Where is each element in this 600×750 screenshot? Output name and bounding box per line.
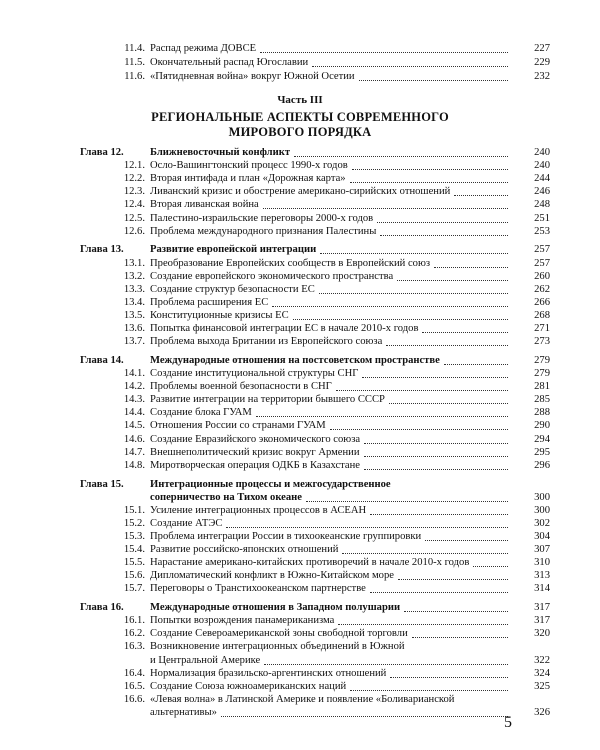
- chapter-title: Международные отношения на постсоветском пространстве: [150, 354, 440, 366]
- leader-dots: [350, 172, 508, 183]
- entry-number: 14.6.: [123, 433, 145, 445]
- entry-title: Создание АТЭС: [150, 517, 223, 529]
- toc-chapter-entry: [0, 146, 600, 160]
- toc-entry: [0, 42, 600, 56]
- entry-title: Развитие российско-японских отношений: [150, 544, 339, 556]
- entry-title-continued: альтернативы»: [150, 707, 217, 718]
- chapter-number: Глава 15.: [80, 478, 124, 490]
- entry-title: Создание блока ГУАМ: [150, 407, 252, 419]
- entry-page: 322: [534, 654, 550, 666]
- entry-page: 326: [534, 707, 550, 718]
- entry-number: 13.1.: [123, 257, 145, 269]
- leader-dots: [294, 146, 508, 157]
- entry-page: 300: [534, 504, 550, 516]
- toc-entry: [0, 504, 600, 518]
- entry-page: 294: [534, 433, 550, 445]
- entry-number: 15.4.: [123, 544, 145, 556]
- page-number: 5: [504, 714, 512, 731]
- leader-dots: [352, 159, 508, 170]
- toc-entry: [0, 459, 600, 473]
- leader-dots: [221, 706, 508, 717]
- entry-page: 324: [534, 667, 550, 679]
- entry-title: Проблема расширения ЕС: [150, 296, 269, 308]
- entry-page: 281: [534, 381, 550, 393]
- entry-page: 271: [534, 323, 550, 335]
- toc-entry: [0, 530, 600, 544]
- entry-title: Палестино-израильские переговоры 2000-х годов: [150, 212, 374, 224]
- entry-number: 15.6.: [123, 570, 145, 582]
- toc-chapter-entry: [0, 243, 600, 257]
- toc-entry: [0, 159, 600, 173]
- leader-dots: [364, 459, 508, 470]
- leader-dots: [330, 419, 508, 430]
- part-title-line-1: РЕГИОНАЛЬНЫЕ АСПЕКТЫ СОВРЕМЕННОГО: [151, 110, 449, 124]
- entry-page: 314: [534, 583, 550, 595]
- leader-dots: [342, 543, 508, 554]
- entry-title: Внешнеполитический кризис вокруг Армении: [150, 446, 360, 458]
- entry-page: 246: [534, 186, 550, 198]
- toc-entry: [0, 198, 600, 212]
- chapter-title: Международные отношения в Западном полушарии: [150, 602, 401, 614]
- entry-title: Миротворческая операция ОДКБ в Казахстане: [150, 459, 361, 471]
- part-title-line-2: МИРОВОГО ПОРЯДКА: [228, 125, 372, 139]
- leader-dots: [338, 614, 508, 625]
- entry-page: 307: [534, 544, 550, 556]
- leader-dots: [359, 70, 508, 81]
- entry-page: 248: [534, 199, 550, 211]
- entry-number: 15.2.: [123, 517, 145, 529]
- toc-entry: [0, 225, 600, 239]
- toc-entry: [0, 446, 600, 460]
- toc-entry: [0, 556, 600, 570]
- leader-dots: [264, 654, 508, 665]
- entry-page: 304: [534, 530, 550, 542]
- entry-title: Распад режима ДОВСЕ: [150, 43, 257, 54]
- leader-dots: [386, 335, 508, 346]
- entry-title: Осло-Вашингтонский процесс 1990-х годов: [150, 160, 348, 172]
- toc-chapter-entry-continued: [0, 491, 600, 505]
- toc-entry: [0, 640, 600, 654]
- entry-number: 16.2.: [123, 628, 145, 640]
- entry-number: 13.6.: [123, 323, 145, 335]
- entry-page: 257: [534, 244, 550, 256]
- toc-entry: [0, 367, 600, 381]
- entry-page: 244: [534, 173, 550, 185]
- toc-chapter-entry: [0, 354, 600, 368]
- entry-page: 300: [534, 491, 550, 503]
- toc-entry: [0, 627, 600, 641]
- entry-number: 14.7.: [123, 446, 145, 458]
- toc-entry: [0, 283, 600, 297]
- toc-entry: [0, 582, 600, 596]
- leader-dots: [293, 309, 508, 320]
- leader-dots: [444, 354, 508, 365]
- leader-dots: [260, 42, 508, 53]
- entry-number: 11.6.: [124, 71, 145, 82]
- toc-entry: [0, 517, 600, 531]
- entry-title: Попытка финансовой интеграции ЕС в начале 2010-х годов: [150, 323, 419, 335]
- entry-title: Проблемы военной безопасности в СНГ: [150, 381, 332, 393]
- toc-entry: [0, 614, 600, 628]
- entry-page: 232: [534, 71, 550, 82]
- leader-dots: [320, 243, 508, 254]
- leader-dots: [263, 198, 508, 209]
- toc-entry: [0, 270, 600, 284]
- leader-dots: [412, 627, 508, 638]
- entry-page: 296: [534, 459, 550, 471]
- entry-number: 15.3.: [123, 530, 145, 542]
- entry-title: Ливанский кризис и обострение американо-сирийских отношений: [150, 186, 451, 198]
- entry-page: 260: [534, 270, 550, 282]
- entry-page: 229: [534, 57, 550, 68]
- entry-number: 16.5.: [123, 680, 145, 692]
- entry-number: 13.2.: [123, 270, 145, 282]
- leader-dots: [422, 322, 508, 333]
- entry-page: 262: [534, 283, 550, 295]
- entry-page: 313: [534, 570, 550, 582]
- entry-title: Вторая интифада и план «Дорожная карта»: [150, 173, 346, 185]
- entry-number: 13.3.: [123, 283, 145, 295]
- toc-entry: [0, 70, 600, 84]
- leader-dots: [336, 380, 508, 391]
- entry-title: Создание Североамериканской зоны свободной торговли: [150, 628, 408, 640]
- entry-title: Создание структур безопасности ЕС: [150, 283, 315, 295]
- entry-title: «Пятидневная война» вокруг Южной Осетии: [150, 71, 355, 82]
- entry-number: 12.3.: [123, 186, 145, 198]
- chapter-title: Ближневосточный конфликт: [150, 147, 291, 158]
- entry-page: 266: [534, 296, 550, 308]
- chapter-number: Глава 16.: [80, 602, 124, 614]
- entry-number: 16.4.: [123, 667, 145, 679]
- leader-dots: [364, 446, 508, 457]
- entry-title: Создание европейского экономического пространства: [150, 270, 394, 282]
- entry-page: 317: [534, 602, 550, 614]
- entry-page: 240: [534, 147, 550, 158]
- toc-entry: [0, 322, 600, 336]
- toc-entry: [0, 419, 600, 433]
- toc-entry: [0, 380, 600, 394]
- entry-number: 15.7.: [123, 583, 145, 595]
- entry-number: 13.4.: [123, 296, 145, 308]
- part-label: Часть III: [277, 94, 323, 106]
- entry-title: Окончательный распад Югославии: [150, 57, 309, 68]
- toc-entry: [0, 212, 600, 226]
- entry-number: 13.7.: [123, 336, 145, 348]
- entry-page: 310: [534, 557, 550, 569]
- leader-dots: [473, 556, 508, 567]
- toc-entry: [0, 433, 600, 447]
- entry-page: 285: [534, 394, 550, 406]
- leader-dots: [272, 296, 508, 307]
- entry-page: 257: [534, 257, 550, 269]
- toc-entry: [0, 185, 600, 199]
- entry-number: 11.4.: [124, 43, 145, 54]
- entry-page: 268: [534, 309, 550, 321]
- leader-dots: [390, 667, 508, 678]
- toc-chapter-entry: [0, 601, 600, 615]
- leader-dots: [226, 517, 508, 528]
- leader-dots: [370, 582, 508, 593]
- entry-title: Вторая ливанская война: [150, 199, 259, 211]
- toc-entry: [0, 56, 600, 70]
- toc-entry: [0, 172, 600, 186]
- entry-number: 12.5.: [123, 212, 145, 224]
- entry-page: 273: [534, 336, 550, 348]
- leader-dots: [306, 491, 508, 502]
- entry-number: 15.1.: [123, 504, 145, 516]
- leader-dots: [377, 212, 508, 223]
- toc-entry-continued: [0, 654, 600, 668]
- entry-title: Создание институциональной структуры СНГ: [150, 368, 359, 379]
- toc-chapter-entry: [0, 478, 600, 492]
- entry-page: 325: [534, 680, 550, 692]
- leader-dots: [425, 530, 508, 541]
- toc-entry: [0, 543, 600, 557]
- entry-number: 12.2.: [123, 173, 145, 185]
- toc-entry: [0, 393, 600, 407]
- entry-title: «Левая волна» в Латинской Америке и появление «Боливарианской: [150, 693, 455, 705]
- entry-title: Проблема выхода Британии из Европейского союза: [150, 336, 383, 348]
- entry-number: 12.4.: [123, 199, 145, 211]
- entry-number: 16.6.: [123, 693, 145, 705]
- entry-title: Усиление интеграционных процессов в АСЕАН: [150, 504, 367, 516]
- entry-page: 251: [534, 212, 550, 224]
- entry-number: 12.1.: [123, 160, 145, 172]
- leader-dots: [370, 504, 508, 515]
- entry-title: Возникновение интеграционных объединений в Южной: [150, 641, 405, 653]
- entry-title: Развитие интеграции на территории бывшего СССР: [150, 394, 385, 406]
- entry-title: Создание Союза южноамериканских наций: [150, 680, 347, 692]
- leader-dots: [454, 185, 508, 196]
- chapter-number: Глава 13.: [80, 244, 124, 256]
- leader-dots: [398, 569, 508, 580]
- toc-entry: [0, 296, 600, 310]
- entry-number: 14.1.: [123, 368, 145, 379]
- leader-dots: [380, 225, 508, 236]
- entry-number: 14.8.: [123, 459, 145, 471]
- leader-dots: [319, 283, 508, 294]
- leader-dots: [364, 433, 508, 444]
- entry-number: 14.3.: [123, 394, 145, 406]
- leader-dots: [389, 393, 508, 404]
- entry-title: Создание Евразийского экономического союза: [150, 433, 361, 445]
- entry-page: 288: [534, 407, 550, 419]
- toc-entry: [0, 335, 600, 349]
- toc-entry: [0, 257, 600, 271]
- entry-number: 15.5.: [123, 557, 145, 569]
- chapter-title: Интеграционные процессы и межгосударственное: [150, 478, 391, 490]
- leader-dots: [397, 270, 508, 281]
- entry-number: 14.5.: [123, 420, 145, 432]
- toc-entry: [0, 309, 600, 323]
- chapter-number: Глава 14.: [80, 354, 124, 366]
- entry-title: Проблема интеграции России в тихоокеанские группировки: [150, 530, 422, 542]
- entry-title: Отношения России со странами ГУАМ: [150, 420, 326, 432]
- entry-title: Преобразование Европейских сообществ в Европейский союз: [150, 257, 431, 269]
- leader-dots: [434, 257, 508, 268]
- leader-dots: [350, 680, 508, 691]
- entry-number: 16.1.: [123, 615, 145, 627]
- toc-entry: [0, 569, 600, 583]
- entry-page: 290: [534, 420, 550, 432]
- entry-page: 279: [534, 368, 550, 379]
- entry-page: 295: [534, 446, 550, 458]
- chapter-number: Глава 12.: [80, 147, 124, 158]
- leader-dots: [404, 601, 508, 612]
- leader-dots: [256, 406, 508, 417]
- entry-title: Нормализация бразильско-аргентинских отношений: [150, 667, 387, 679]
- entry-page: 302: [534, 517, 550, 529]
- toc-entry: [0, 693, 600, 707]
- entry-title: Попытки возрождения панамериканизма: [150, 615, 335, 627]
- entry-page: 240: [534, 160, 550, 172]
- chapter-title-continued: соперничество на Тихом океане: [150, 491, 302, 503]
- entry-number: 14.4.: [123, 407, 145, 419]
- toc-entry: [0, 680, 600, 694]
- entry-number: 16.3.: [123, 641, 145, 653]
- leader-dots: [312, 56, 508, 67]
- entry-title: Переговоры о Транстихоокеанском партнерстве: [150, 583, 366, 595]
- entry-page: 253: [534, 225, 550, 237]
- entry-title: Проблема международного признания Палестины: [150, 225, 377, 237]
- toc-entry: [0, 667, 600, 681]
- entry-title: Конституционные кризисы ЕС: [150, 309, 289, 321]
- entry-page: 320: [534, 628, 550, 640]
- entry-title: Дипломатический конфликт в Южно-Китайском море: [150, 570, 394, 582]
- entry-title-continued: и Центральной Америке: [150, 654, 261, 666]
- entry-title: Нарастание американо-китайских противоречий в начале 2010-х годов: [150, 557, 470, 569]
- entry-number: 14.2.: [123, 381, 145, 393]
- entry-number: 13.5.: [123, 309, 145, 321]
- toc-entry: [0, 406, 600, 420]
- entry-number: 11.5.: [124, 57, 145, 68]
- chapter-title: Развитие европейской интеграции: [150, 244, 317, 256]
- entry-page: 317: [534, 615, 550, 627]
- entry-page: 227: [534, 43, 550, 54]
- entry-page: 279: [534, 354, 550, 366]
- entry-number: 12.6.: [123, 225, 145, 237]
- leader-dots: [362, 367, 508, 378]
